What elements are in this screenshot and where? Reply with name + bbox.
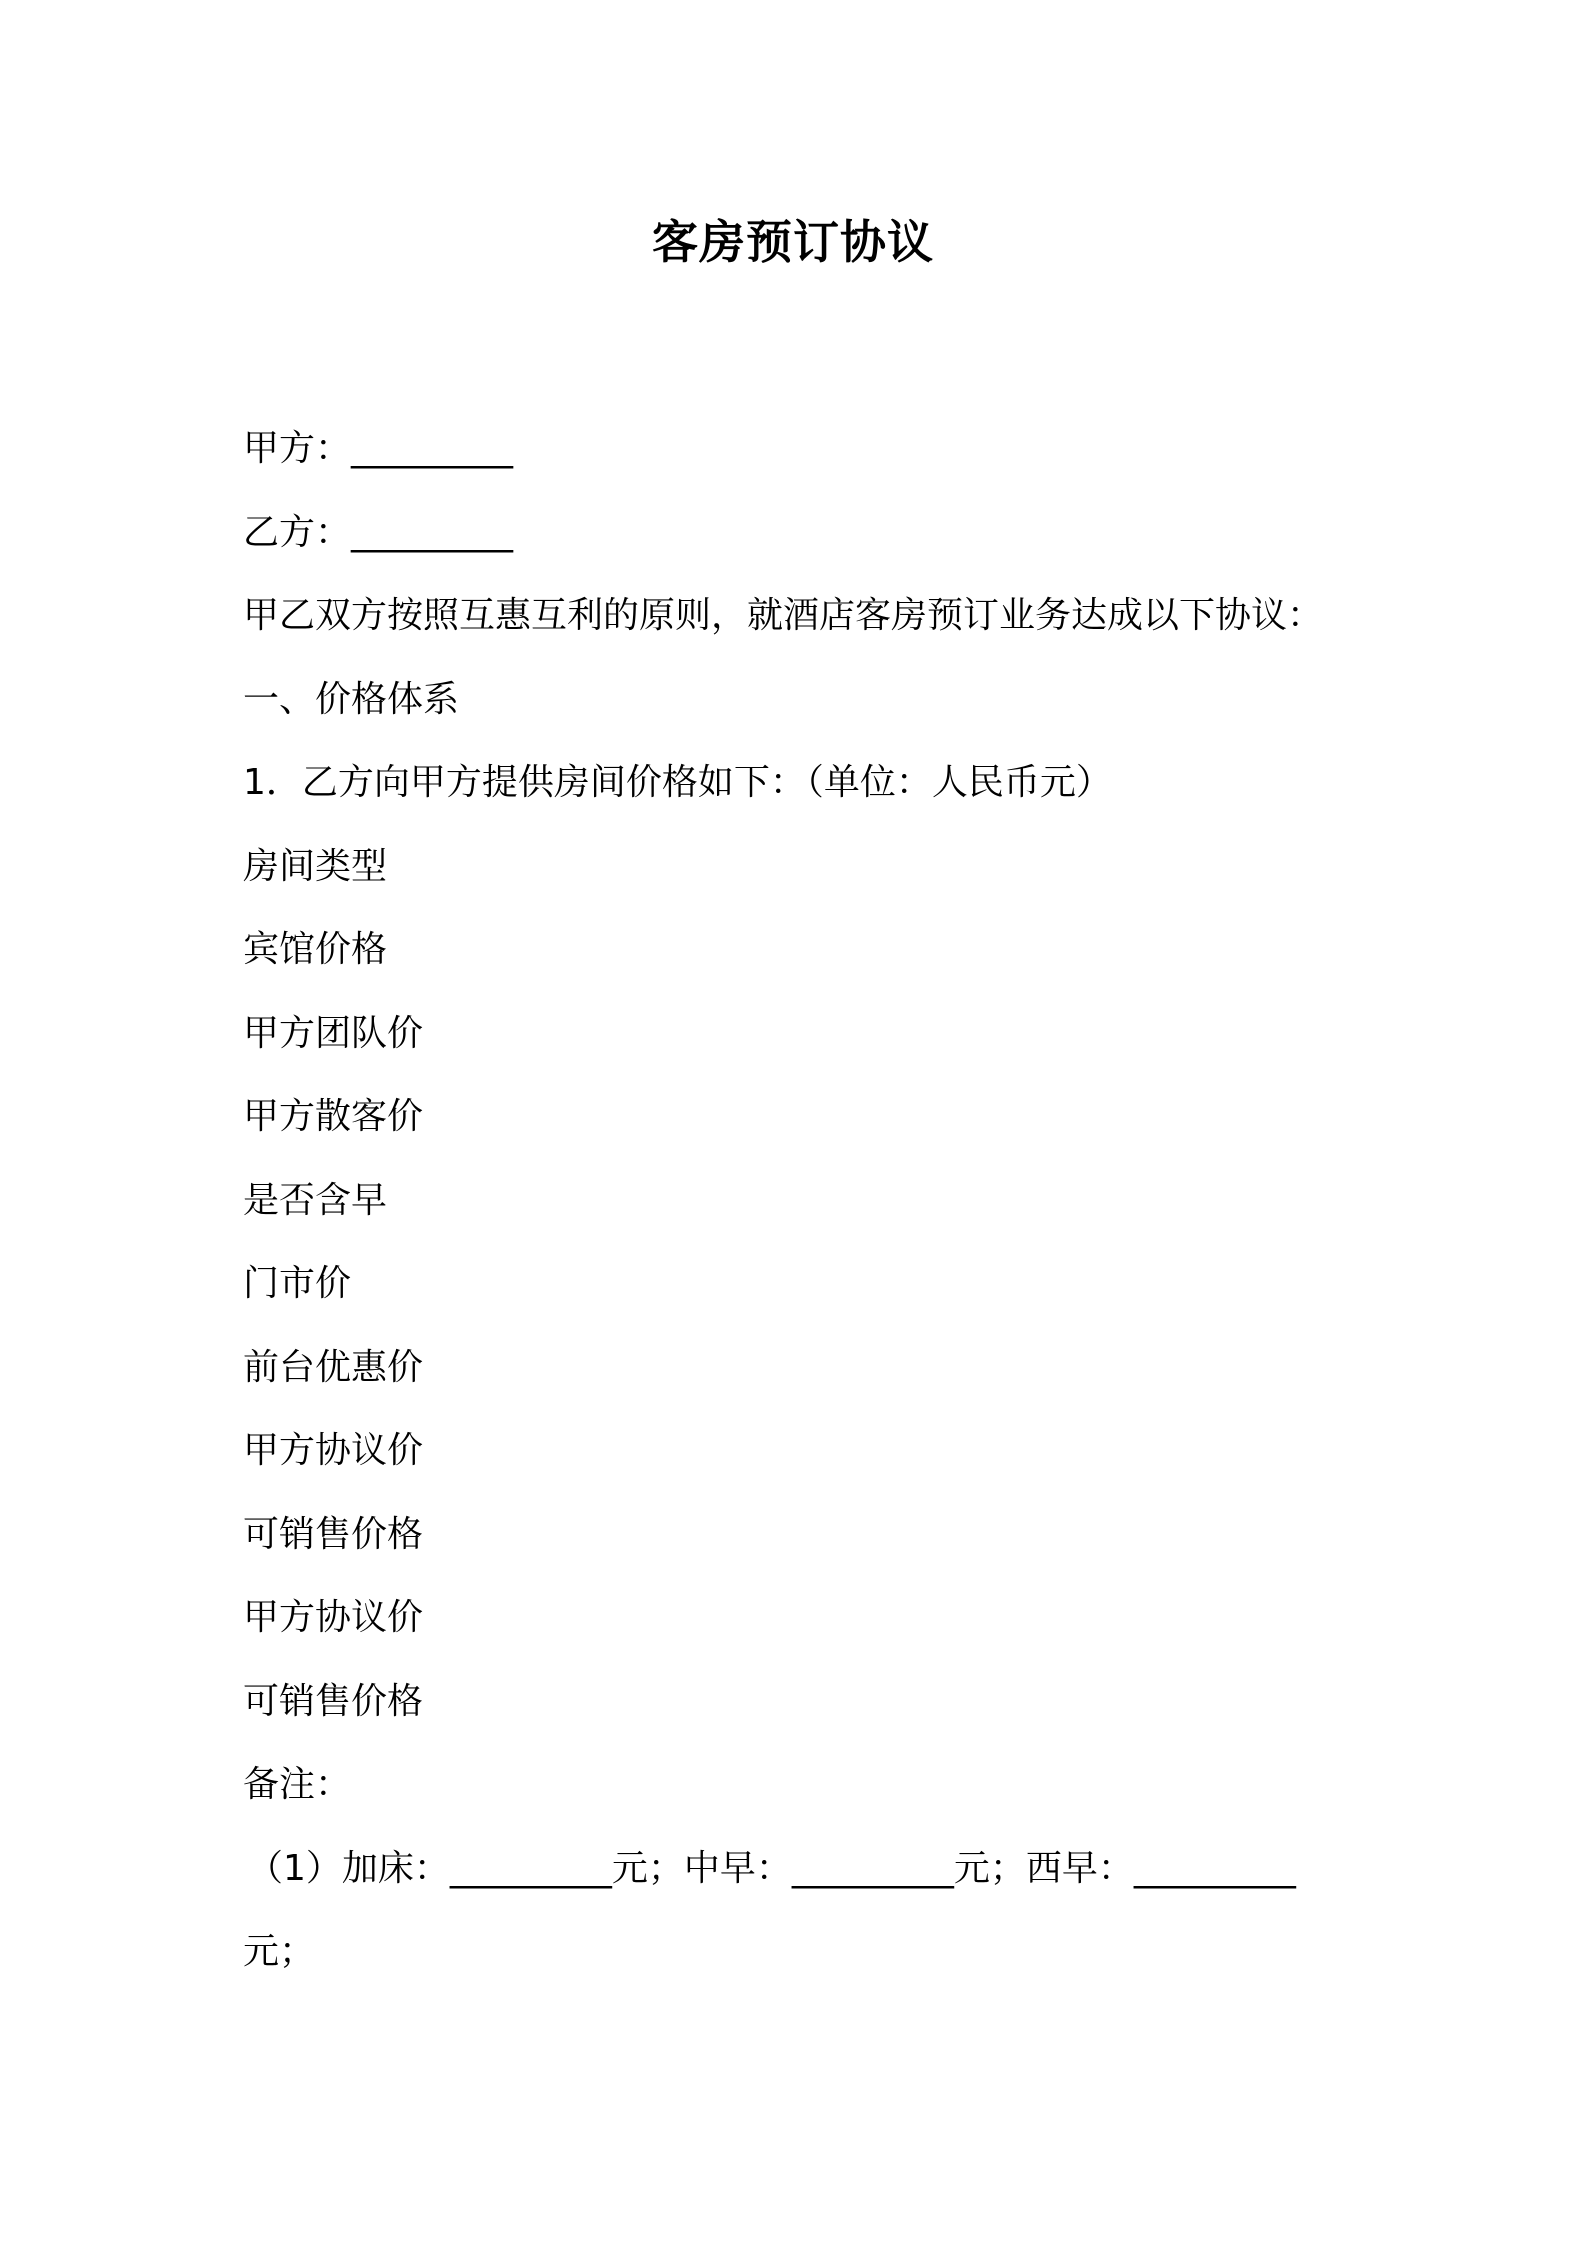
table-field: 宾馆价格 — [243, 929, 388, 970]
remark-1-line-1: （1）加床：_________元；中早：_________元；西早：_________ — [247, 1847, 1296, 1889]
table-field: 甲方散客价 — [243, 1096, 424, 1137]
table-field: 甲方团队价 — [243, 1012, 424, 1054]
remarks-label: 备注： — [243, 1764, 352, 1805]
table-field: 前台优惠价 — [243, 1346, 424, 1388]
table-field: 门市价 — [243, 1263, 352, 1304]
table-field: 甲方协议价 — [243, 1597, 424, 1638]
table-field: 可销售价格 — [243, 1680, 424, 1722]
document-title: 客房预订协议 — [652, 215, 934, 269]
party-b-line: 乙方：_________ — [243, 511, 514, 553]
table-field: 甲方协议价 — [243, 1430, 424, 1471]
clause-1: 1．乙方向甲方提供房间价格如下：（单位：人民币元） — [243, 762, 1112, 803]
remark-1-line-2: 元； — [243, 1931, 316, 1972]
table-field: 是否含早 — [243, 1179, 388, 1221]
table-field: 房间类型 — [243, 845, 388, 887]
intro-paragraph: 甲乙双方按照互惠互利的原则，就酒店客房预订业务达成以下协议： — [243, 595, 1324, 636]
party-a-line: 甲方：_________ — [243, 428, 514, 469]
section-heading-pricing: 一、价格体系 — [243, 678, 460, 720]
table-field: 可销售价格 — [243, 1513, 424, 1555]
document-body — [243, 407, 1353, 1994]
